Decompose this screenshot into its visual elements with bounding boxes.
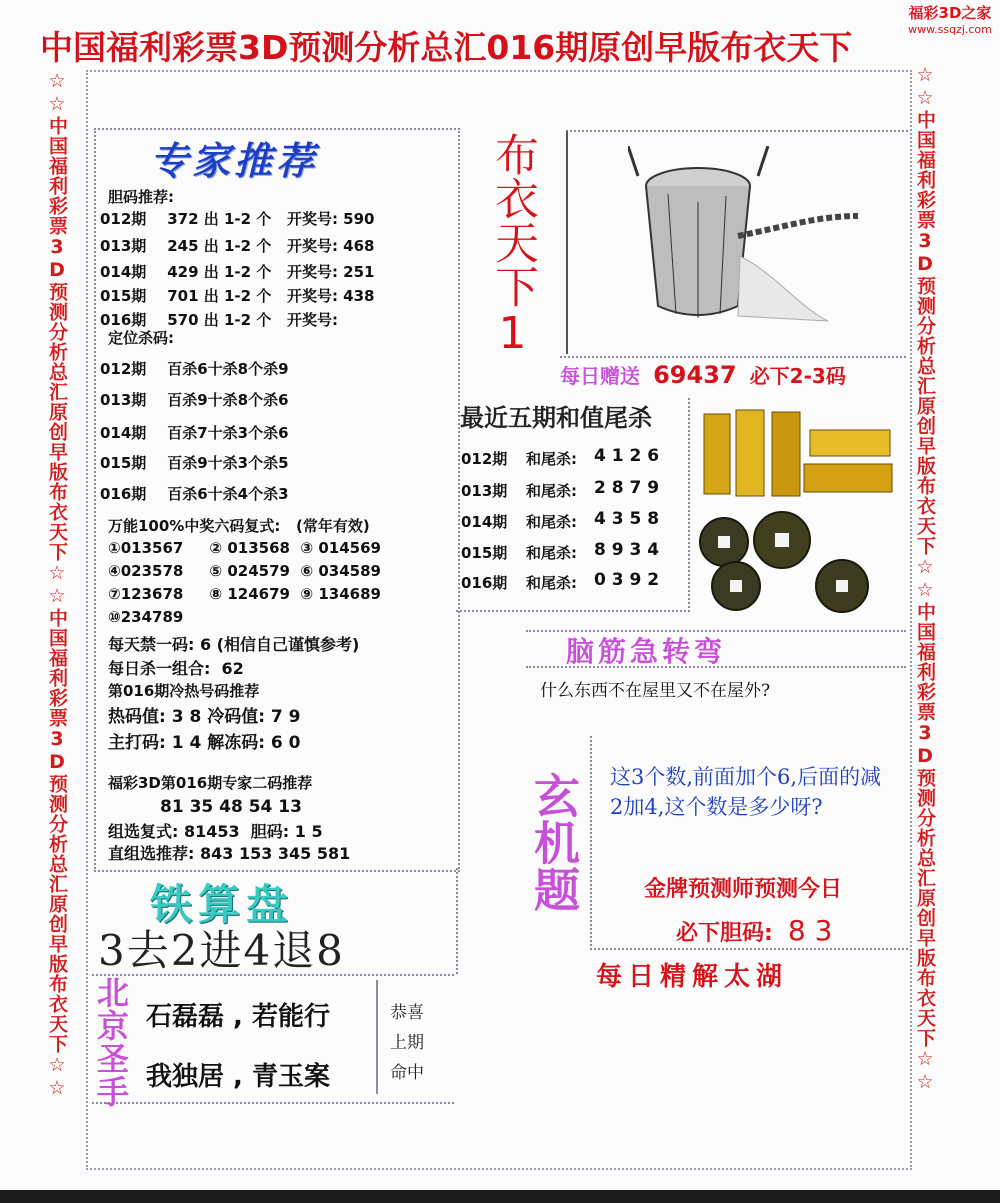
hewei-label: 和尾杀: bbox=[526, 544, 577, 562]
dan-label: 胆码推荐: bbox=[108, 188, 174, 206]
congrats-text: 命中 bbox=[390, 1063, 424, 1083]
brand-url: www.ssqzj.com bbox=[908, 23, 992, 36]
hewei-period: 012期 bbox=[461, 450, 508, 468]
hewei-label: 和尾杀: bbox=[526, 450, 577, 468]
kill-combo: 每日杀一组合: 62 bbox=[108, 659, 244, 678]
hewei-heading: 最近五期和值尾杀 bbox=[460, 403, 652, 432]
brand-name: 福彩3D之家 bbox=[908, 4, 992, 22]
six-code-row: ⑦123678 ⑧ 124679 ⑨ 134689 bbox=[108, 585, 381, 603]
gold-predictor-label: 金牌预测师预测今日 bbox=[644, 877, 843, 902]
main-unfreeze-line: 主打码: 1 4 解冻码: 6 0 bbox=[108, 733, 301, 753]
must-dan-label: 必下胆码: bbox=[676, 921, 773, 946]
hot-cold-line: 热码值: 3 8 冷码值: 7 9 bbox=[108, 707, 301, 727]
bottom-bar bbox=[0, 1190, 1000, 1203]
six-code-row: ④023578 ⑤ 024579 ⑥ 034589 bbox=[108, 562, 381, 580]
congrats-block bbox=[390, 998, 424, 1088]
direct-select-line: 直组选推荐: 843 153 345 581 bbox=[108, 844, 351, 863]
group-select-line: 组选复式: 81453 胆码: 1 5 bbox=[108, 822, 323, 841]
tiesuan-heading: 铁算盘 bbox=[150, 880, 295, 929]
hewei-label: 和尾杀: bbox=[526, 574, 577, 592]
xuanji-question: 这3个数,前面加个6,后面的减2加4,这个数是多少呀? bbox=[610, 765, 882, 819]
hewei-nums: 8 9 3 4 bbox=[594, 540, 660, 560]
daily-gift-label: 每日赠送 bbox=[560, 364, 640, 388]
beijing-vertical: 北京圣手 bbox=[92, 976, 130, 1108]
kill-row: 015期 百杀9十杀3个杀5 bbox=[100, 454, 289, 472]
six-code-row: ①013567 ② 013568 ③ 014569 bbox=[108, 539, 381, 557]
hewei-period: 014期 bbox=[461, 513, 508, 531]
dan-row: 012期 372 出 1-2 个 开奖号: 590 bbox=[100, 210, 375, 228]
bucket-illustration bbox=[628, 146, 878, 336]
must-dan-line bbox=[676, 914, 832, 947]
six-code-row: ⑩234789 bbox=[108, 608, 184, 626]
riddle-heading: 脑筋急转弯 bbox=[566, 635, 727, 668]
tiesuan-rule: 3去2进4退8 bbox=[98, 926, 345, 975]
hotcold-label: 第016期冷热号码推荐 bbox=[108, 682, 260, 700]
left-side-banner: ☆☆中国福利彩票3D预测分析总汇原创早版布衣天下☆☆中国福利彩票3D预测分析总汇原创早版布衣天下☆☆ bbox=[46, 70, 68, 1100]
buyi-vertical-title: 布衣天下1 bbox=[487, 132, 538, 359]
six-code-label: 万能100%中奖六码复式: (常年有效) bbox=[108, 517, 370, 535]
must-dan-number: 8 3 bbox=[787, 914, 833, 947]
gold-coins-illustration bbox=[692, 400, 906, 616]
expert-heading: 专家推荐 bbox=[150, 138, 319, 183]
hewei-nums: 0 3 9 2 bbox=[594, 570, 660, 590]
daily-gift-suffix: 必下2-3码 bbox=[749, 364, 846, 388]
kill-row: 016期 百杀6十杀4个杀3 bbox=[100, 485, 289, 503]
kill-label: 定位杀码: bbox=[108, 329, 174, 347]
hewei-period: 015期 bbox=[461, 544, 508, 562]
hewei-label: 和尾杀: bbox=[526, 482, 577, 500]
taihu-title: 每日精解太湖 bbox=[596, 962, 789, 992]
hewei-period: 013期 bbox=[461, 482, 508, 500]
daily-gift bbox=[560, 360, 846, 389]
verse-divider bbox=[376, 980, 378, 1094]
daily-gift-number: 69437 bbox=[653, 361, 737, 389]
hewei-period: 016期 bbox=[461, 574, 508, 592]
page-title: 中国福利彩票3D预测分析总汇016期原创早版布衣天下 bbox=[40, 28, 853, 67]
dan-row: 014期 429 出 1-2 个 开奖号: 251 bbox=[100, 263, 375, 281]
hewei-nums: 4 1 2 6 bbox=[594, 446, 660, 466]
ban-one-code: 每天禁一码: 6 (相信自己谨慎参考) bbox=[108, 635, 360, 654]
kill-row: 014期 百杀7十杀3个杀6 bbox=[100, 424, 289, 442]
verse-line: 我独居 , 青玉案 bbox=[146, 1062, 330, 1092]
kill-row: 013期 百杀9十杀8个杀6 bbox=[100, 391, 289, 409]
right-side-banner: ☆☆中国福利彩票3D预测分析总汇原创早版布衣天下☆☆中国福利彩票3D预测分析总汇原创早版布衣天下☆☆ bbox=[914, 64, 936, 1094]
two-code-nums: 81 35 48 54 13 bbox=[160, 797, 302, 817]
riddle-question: 什么东西不在屋里又不在屋外? bbox=[540, 681, 771, 701]
hewei-nums: 4 3 5 8 bbox=[594, 509, 660, 529]
kill-row: 012期 百杀6十杀8个杀9 bbox=[100, 360, 289, 378]
dan-row: 015期 701 出 1-2 个 开奖号: 438 bbox=[100, 287, 375, 305]
verse-line: 石磊磊 , 若能行 bbox=[146, 1002, 330, 1032]
dan-row: 016期 570 出 1-2 个 开奖号: bbox=[100, 311, 338, 329]
hewei-nums: 2 8 7 9 bbox=[594, 478, 660, 498]
congrats-text: 恭喜 bbox=[390, 1003, 424, 1023]
brand-logo[interactable] bbox=[902, 2, 998, 36]
congrats-text: 上期 bbox=[390, 1033, 424, 1053]
hewei-label: 和尾杀: bbox=[526, 513, 577, 531]
dan-row: 013期 245 出 1-2 个 开奖号: 468 bbox=[100, 237, 375, 255]
xuanji-vertical-title: 玄机题 bbox=[527, 772, 581, 913]
two-code-label: 福彩3D第016期专家二码推荐 bbox=[108, 774, 313, 792]
bucket-panel bbox=[566, 130, 908, 354]
